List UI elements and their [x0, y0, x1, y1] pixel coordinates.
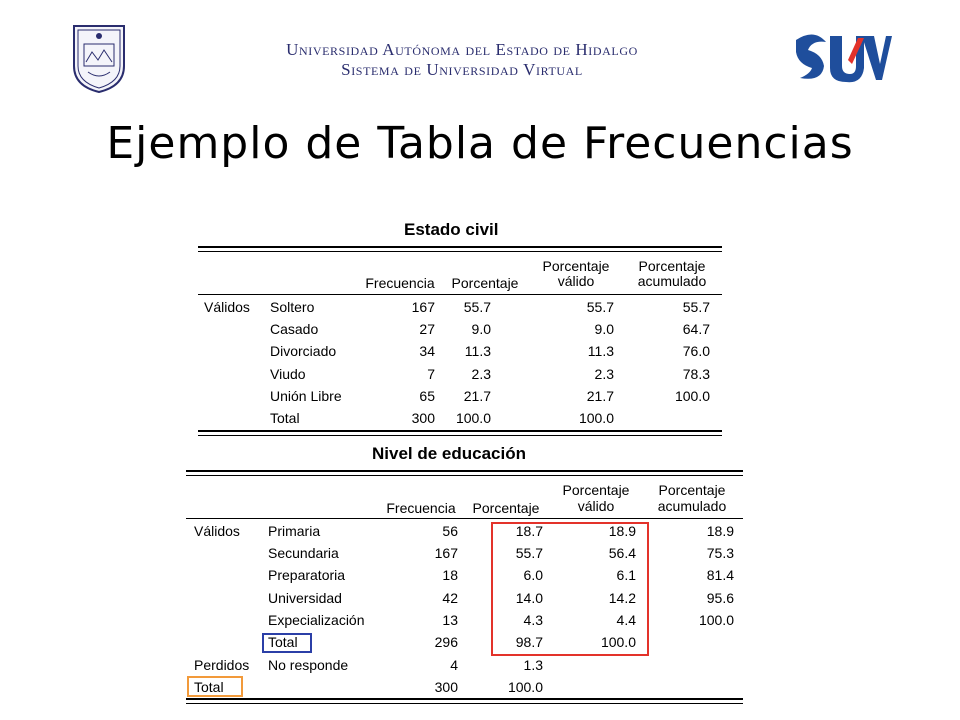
table1-group-validos: Válidos [204, 299, 250, 315]
table1-row-label: Divorciado [270, 343, 337, 360]
table2-grand-total-porcentaje: 100.0 [507, 679, 543, 695]
table2-row-value: 14.2 [608, 589, 636, 606]
table2-row-value: 55.7 [515, 545, 543, 562]
institution-header [262, 40, 662, 80]
table1-header-porcentaje-acumulado-1: Porcentaje [638, 258, 706, 274]
institution-name: Universidad Autónoma del Estado de Hidalgo [286, 40, 638, 59]
table1-row-value: 55.7 [682, 299, 710, 315]
table1-header-porcentaje-acumulado-2: acumulado [637, 273, 707, 289]
table2-row-value: 18.9 [706, 523, 734, 539]
table2-row-label: Universidad [268, 589, 342, 606]
table1-row-value: 9.0 [594, 321, 614, 338]
table2-row-value: 75.3 [706, 545, 734, 562]
table2-row-value: 95.6 [706, 589, 734, 606]
table2-row-value: 100.0 [698, 611, 734, 628]
table2-row-value: 296 [434, 634, 458, 650]
institution-subtitle: Sistema de Universidad Virtual [341, 60, 583, 79]
table1-bottom-rule [198, 430, 722, 436]
table2-top-rule [186, 470, 743, 476]
table2-row-value: 18.7 [515, 523, 543, 539]
table1-caption: Estado civil [404, 220, 499, 239]
table1-row-value: 100.0 [578, 410, 614, 426]
table2-missing-frecuencia: 4 [450, 657, 458, 673]
table2-group-validos: Válidos [194, 523, 240, 539]
table2-header-porcentaje-acumulado-1: Porcentaje [658, 482, 726, 498]
table1-row-value: 300 [411, 410, 435, 426]
university-seal-icon [68, 22, 130, 94]
table2-row-label: Primaria [268, 523, 321, 539]
table2-row-label: Secundaria [268, 545, 339, 562]
table1-header-porcentaje: Porcentaje [451, 275, 519, 291]
table2-grand-total-label: Total [194, 679, 224, 695]
table1-row-value: 21.7 [586, 387, 614, 404]
table2-row-value: 6.1 [616, 567, 636, 584]
table1-row-value: 11.3 [464, 343, 491, 360]
table1-row-label: Unión Libre [270, 387, 342, 404]
table1-row-value: 27 [419, 321, 435, 338]
table1-row-label: Total [270, 410, 300, 426]
table2-grand-total-frecuencia: 300 [434, 679, 458, 695]
table2-row-value: 6.0 [523, 567, 543, 584]
table1-header-rule [198, 294, 722, 295]
table2-row-value: 56 [442, 523, 458, 539]
table2-row-value: 100.0 [600, 634, 636, 650]
table2-missing-porcentaje: 1.3 [523, 657, 543, 673]
table1-row-value: 167 [411, 299, 435, 315]
table2-row-value: 167 [434, 545, 458, 562]
table1-header-frecuencia: Frecuencia [365, 275, 435, 291]
table1-row-value: 9.0 [471, 321, 491, 338]
table2-group-perdidos: Perdidos [194, 657, 250, 673]
table1-row-value: 21.7 [463, 387, 491, 404]
table1-row-value: 100.0 [455, 410, 491, 426]
highlight-box-grand-total [187, 676, 243, 697]
table1-row-value: 64.7 [682, 321, 710, 338]
table2-row-value: 13 [442, 611, 458, 628]
table1-row-value: 34 [419, 343, 435, 360]
table1-header-porcentaje-valido-1: Porcentaje [542, 258, 610, 274]
highlight-box-percentages [491, 522, 649, 656]
table1-row-label: Viudo [270, 365, 306, 382]
table1-row-value: 76.0 [682, 343, 710, 360]
table1-top-rule [198, 246, 722, 252]
table2-row-label: Preparatoria [268, 567, 346, 584]
table2-header-porcentaje-valido-2: válido [577, 498, 615, 514]
table2-missing-label: No responde [268, 657, 349, 673]
table2-header-frecuencia: Frecuencia [386, 500, 456, 516]
table1-row-value: 55.7 [586, 299, 614, 315]
table1-row-value: 100.0 [674, 387, 710, 404]
table1-header-porcentaje-valido-2: válido [557, 273, 595, 289]
table2-row-value: 4.3 [523, 611, 543, 628]
table1-row-value: 2.3 [471, 365, 491, 382]
table1-row-value: 55.7 [463, 299, 491, 315]
table2-row-label: Expecialización [268, 611, 365, 628]
table2-row-value: 14.0 [515, 589, 543, 606]
table2-row-value: 98.7 [515, 634, 543, 650]
table2-row-value: 18 [442, 567, 458, 584]
table2-row-value: 81.4 [706, 567, 734, 584]
table2-row-value: 4.4 [616, 611, 636, 628]
table2-row-value: 42 [442, 589, 458, 606]
table1-row-value: 65 [419, 387, 435, 404]
table2-row-value: 18.9 [608, 523, 636, 539]
table2-header-porcentaje-valido-1: Porcentaje [562, 482, 630, 498]
table2-row-label: Total [268, 634, 298, 650]
table2-header-porcentaje: Porcentaje [472, 500, 540, 516]
table2-row-value: 56.4 [608, 545, 636, 562]
table1-row-value: 78.3 [682, 365, 710, 382]
table2-header-porcentaje-acumulado-2: acumulado [657, 498, 727, 514]
table1-row-label: Soltero [270, 299, 315, 315]
table1-row-value: 2.3 [594, 365, 614, 382]
table1-row-label: Casado [270, 321, 319, 338]
table1-row-value: 7 [427, 365, 435, 382]
table2-caption: Nivel de educación [372, 444, 526, 463]
table1-row-value: 11.3 [587, 343, 614, 360]
slide-title: Ejemplo de Tabla de Frecuencias [106, 118, 854, 169]
table2-bottom-rule [186, 698, 743, 704]
suv-logo-icon [792, 30, 892, 86]
table2-header-rule [186, 518, 743, 519]
highlight-box-valid-total [262, 633, 312, 653]
